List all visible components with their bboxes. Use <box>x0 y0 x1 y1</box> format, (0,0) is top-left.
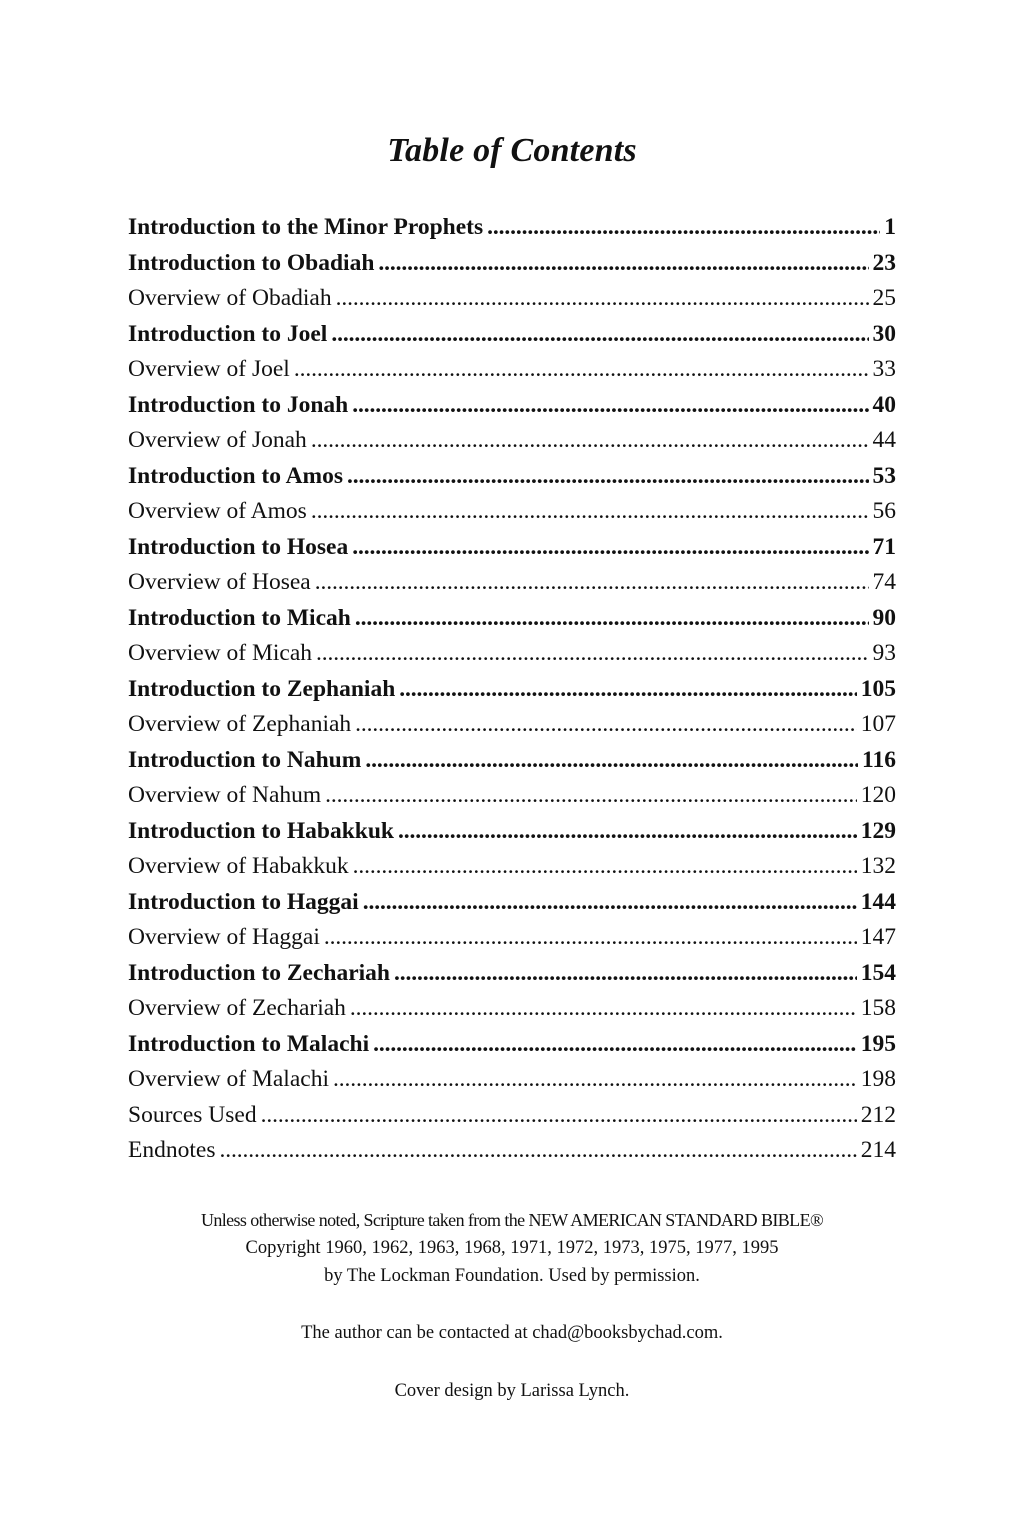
table-of-contents <box>128 210 896 1169</box>
toc-entry-label: Introduction to Habakkuk <box>128 817 394 844</box>
toc-entry <box>128 281 896 317</box>
toc-dot-leader <box>352 388 868 424</box>
toc-entry <box>128 743 896 779</box>
toc-entry <box>128 601 896 637</box>
toc-entry-label: Introduction to Amos <box>128 462 344 489</box>
toc-dot-leader <box>394 956 857 992</box>
toc-entry-label: Introduction to Zephaniah <box>128 675 396 702</box>
toc-entry <box>128 1027 896 1063</box>
toc-dot-leader <box>261 1098 857 1134</box>
toc-dot-leader <box>363 885 857 921</box>
toc-entry-page-number: 25 <box>872 285 896 311</box>
toc-dot-leader <box>398 814 857 850</box>
toc-entry <box>128 849 896 885</box>
toc-entry <box>128 814 896 850</box>
toc-entry <box>128 672 896 708</box>
toc-dot-leader <box>324 920 857 956</box>
toc-dot-leader <box>294 352 869 388</box>
toc-entry <box>128 707 896 743</box>
toc-entry-label: Overview of Hosea <box>128 569 311 595</box>
toc-entry-page-number: 44 <box>872 427 896 453</box>
cover-credit: Cover design by Larissa Lynch. <box>394 1381 630 1401</box>
toc-entry-page-number: 71 <box>872 533 896 560</box>
toc-entry-label: Introduction to Obadiah <box>128 249 375 276</box>
toc-dot-leader <box>311 423 869 459</box>
toc-dot-leader <box>355 601 869 637</box>
toc-entry-label: Overview of Zephaniah <box>128 711 352 737</box>
toc-entry-page-number: 56 <box>872 498 896 524</box>
toc-entry-page-number: 198 <box>860 1066 896 1092</box>
toc-dot-leader <box>316 636 868 672</box>
toc-dot-leader <box>219 1133 856 1169</box>
toc-entry <box>128 956 896 992</box>
toc-entry <box>128 459 896 495</box>
toc-entry-label: Overview of Amos <box>128 498 307 524</box>
toc-entry-label: Overview of Micah <box>128 640 313 666</box>
copyright-line-2: Copyright 1960, 1962, 1963, 1968, 1971, 1972, 1973, 1975, 1977, 1995 <box>245 1238 779 1258</box>
toc-entry-label: Overview of Haggai <box>128 924 320 950</box>
toc-entry <box>128 636 896 672</box>
copyright-notice <box>0 1206 1024 1290</box>
toc-entry <box>128 1133 896 1169</box>
toc-entry-label: Introduction to Zechariah <box>128 959 390 986</box>
toc-entry <box>128 991 896 1027</box>
toc-entry-label: Overview of Malachi <box>128 1066 329 1092</box>
toc-dot-leader <box>331 317 868 353</box>
toc-entry <box>128 1098 896 1134</box>
toc-entry-page-number: 154 <box>860 959 896 986</box>
toc-dot-leader <box>311 494 869 530</box>
toc-entry-label: Introduction to Jonah <box>128 391 349 418</box>
toc-entry <box>128 317 896 353</box>
toc-dot-leader <box>487 210 880 246</box>
toc-entry-page-number: 144 <box>860 888 896 915</box>
toc-entry-page-number: 107 <box>860 711 896 737</box>
toc-entry-page-number: 53 <box>872 462 896 489</box>
toc-entry-label: Introduction to Joel <box>128 320 328 347</box>
toc-dot-leader <box>347 459 868 495</box>
copyright-line-1: Unless otherwise noted, Scripture taken from the NEW AMERICAN STANDARD BIBLE® <box>200 1210 824 1230</box>
toc-dot-leader <box>378 246 868 282</box>
toc-entry-page-number: 132 <box>860 853 896 879</box>
toc-entry-label: Overview of Obadiah <box>128 285 332 311</box>
toc-entry-page-number: 116 <box>862 746 896 773</box>
toc-entry-label: Introduction to Malachi <box>128 1030 370 1057</box>
toc-dot-leader <box>352 530 868 566</box>
toc-entry-label: Overview of Zechariah <box>128 995 346 1021</box>
toc-entry-page-number: 105 <box>860 675 896 702</box>
toc-entry-page-number: 158 <box>860 995 896 1021</box>
toc-entry <box>128 246 896 282</box>
toc-entry <box>128 423 896 459</box>
toc-dot-leader <box>365 743 858 779</box>
toc-entry <box>128 494 896 530</box>
toc-entry <box>128 1062 896 1098</box>
toc-entry-page-number: 30 <box>872 320 896 347</box>
toc-entry-page-number: 214 <box>860 1137 896 1163</box>
toc-entry <box>128 352 896 388</box>
toc-dot-leader <box>355 707 857 743</box>
toc-entry-page-number: 74 <box>872 569 896 595</box>
toc-entry <box>128 210 896 246</box>
toc-entry-label: Endnotes <box>128 1137 216 1163</box>
toc-entry-page-number: 40 <box>872 391 896 418</box>
toc-dot-leader <box>333 1062 857 1098</box>
toc-entry-page-number: 212 <box>860 1101 896 1128</box>
toc-entry-page-number: 147 <box>860 924 896 950</box>
toc-entry-label: Sources Used <box>128 1101 257 1128</box>
page-title: Table of Contents <box>387 132 637 169</box>
toc-entry-page-number: 33 <box>872 356 896 382</box>
toc-entry-label: Overview of Habakkuk <box>128 853 349 879</box>
toc-entry <box>128 920 896 956</box>
toc-entry-page-number: 120 <box>860 782 896 808</box>
toc-entry-label: Introduction to Micah <box>128 604 351 631</box>
toc-dot-leader <box>325 778 857 814</box>
toc-entry-label: Introduction to the Minor Prophets <box>128 214 484 240</box>
toc-entry-label: Introduction to Nahum <box>128 746 362 773</box>
toc-entry-page-number: 1 <box>884 214 896 240</box>
toc-dot-leader <box>353 849 857 885</box>
toc-entry <box>128 778 896 814</box>
toc-entry-label: Overview of Jonah <box>128 427 307 453</box>
toc-entry-page-number: 93 <box>872 640 896 666</box>
toc-entry-label: Overview of Joel <box>128 356 290 382</box>
toc-dot-leader <box>315 565 869 601</box>
author-contact: The author can be contacted at chad@booksbychad.com. <box>301 1323 723 1343</box>
toc-entry <box>128 388 896 424</box>
toc-dot-leader <box>373 1027 857 1063</box>
toc-entry-label: Introduction to Haggai <box>128 888 359 915</box>
toc-entry-page-number: 129 <box>860 817 896 844</box>
toc-entry <box>128 565 896 601</box>
toc-entry <box>128 530 896 566</box>
toc-entry-page-number: 195 <box>860 1030 896 1057</box>
toc-entry-label: Introduction to Hosea <box>128 533 349 560</box>
toc-dot-leader <box>336 281 869 317</box>
toc-entry-label: Overview of Nahum <box>128 782 322 808</box>
toc-entry <box>128 885 896 921</box>
toc-dot-leader <box>350 991 857 1027</box>
toc-entry-page-number: 90 <box>872 604 896 631</box>
toc-dot-leader <box>399 672 856 708</box>
toc-entry-page-number: 23 <box>872 249 896 276</box>
copyright-line-3: by The Lockman Foundation. Used by permission. <box>324 1266 700 1286</box>
